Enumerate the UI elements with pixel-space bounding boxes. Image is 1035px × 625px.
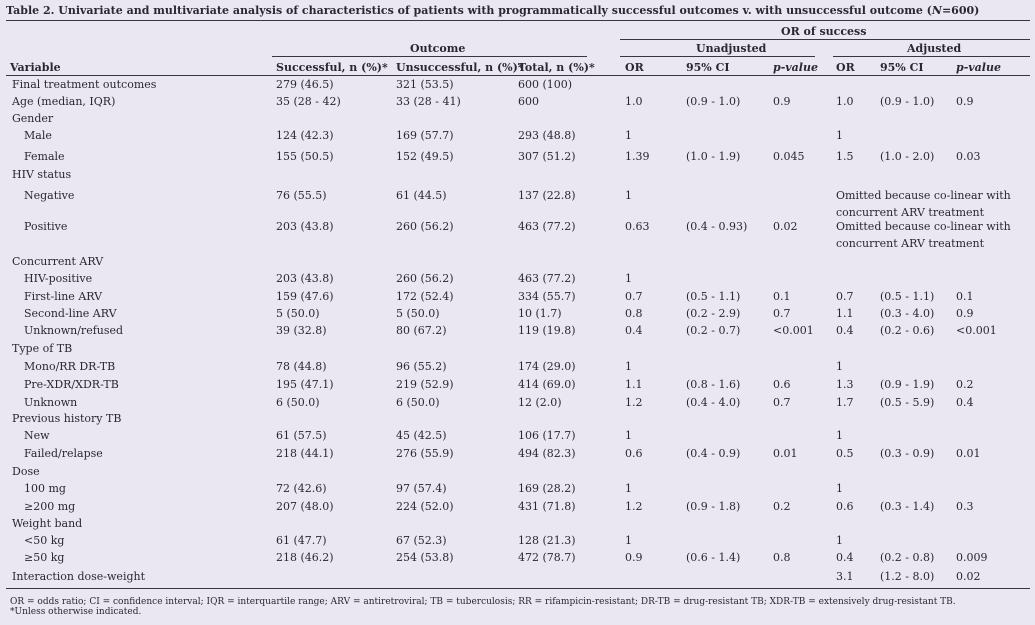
or-cell: 1.0 — [625, 95, 643, 108]
pvalue-cell: 0.1 — [773, 290, 791, 303]
pvalue-cell: 0.045 — [773, 150, 805, 163]
adjusted-pvalue-cell: 0.1 — [956, 290, 974, 303]
row-label: 100 mg — [24, 482, 66, 495]
successful-cell: 61 (47.7) — [276, 534, 327, 547]
successful-cell: 39 (32.8) — [276, 324, 327, 337]
unadjusted-group-rule — [620, 56, 815, 57]
bottom-rule — [6, 588, 1030, 589]
row-label: Weight band — [12, 517, 83, 530]
ci-cell: (0.4 - 0.93) — [686, 220, 748, 233]
row-label: Unknown/refused — [24, 324, 124, 337]
total-cell: 10 (1.7) — [518, 307, 562, 320]
successful-cell: 279 (46.5) — [276, 78, 334, 91]
ci-cell: (0.2 - 2.9) — [686, 307, 741, 320]
row-label: Negative — [24, 189, 75, 202]
adjusted-or-cell: 0.7 — [836, 290, 854, 303]
or-cell: 1 — [625, 482, 632, 495]
unsuccessful-cell: 45 (42.5) — [396, 429, 447, 442]
total-cell: 169 (28.2) — [518, 482, 576, 495]
row-label: Male — [24, 129, 52, 142]
unsuccessful-cell: 219 (52.9) — [396, 378, 454, 391]
pvalue-cell: 0.7 — [773, 307, 791, 320]
pvalue-cell: 0.7 — [773, 396, 791, 409]
adjusted-or-cell: 3.1 — [836, 570, 854, 583]
row-label: Gender — [12, 112, 54, 125]
ci-cell: (0.5 - 1.1) — [686, 290, 741, 303]
row-label: Pre-XDR/XDR-TB — [24, 378, 119, 391]
ci-cell: (0.4 - 0.9) — [686, 447, 741, 460]
adjusted-or-cell: 1 — [836, 360, 843, 373]
successful-cell: 203 (43.8) — [276, 272, 334, 285]
unsuccessful-cell: 61 (44.5) — [396, 189, 447, 202]
total-cell: 334 (55.7) — [518, 290, 576, 303]
row-label: Mono/RR DR-TB — [24, 360, 116, 373]
or-cell: 1.1 — [625, 378, 643, 391]
or-cell: 1 — [625, 429, 632, 442]
ci-cell: (0.9 - 1.8) — [686, 500, 741, 513]
adjusted-ci-cell: (0.2 - 0.6) — [880, 324, 935, 337]
pvalue-cell: 0.2 — [773, 500, 791, 513]
unsuccessful-cell: 169 (57.7) — [396, 129, 454, 142]
row-label: Unknown — [24, 396, 78, 409]
unsuccessful-cell: 67 (52.3) — [396, 534, 447, 547]
or-header: OR — [625, 61, 644, 74]
unsuccessful-cell: 33 (28 - 41) — [396, 95, 461, 108]
unsuccessful-cell: 96 (55.2) — [396, 360, 447, 373]
unsuccessful-cell: 321 (53.5) — [396, 78, 454, 91]
adjusted-pvalue-cell: 0.009 — [956, 551, 988, 564]
table-title: Table 2. Univariate and multivariate analysis of characteristics of patients with programmatically successful outcomes v. with unsuccessful outcome (N=600) — [6, 4, 980, 17]
adjusted-or-cell: 0.6 — [836, 500, 854, 513]
adjusted-pvalue-cell: 0.9 — [956, 95, 974, 108]
unsuccessful-cell: 97 (57.4) — [396, 482, 447, 495]
outcome-header: Outcome — [410, 42, 466, 55]
or-cell: 0.4 — [625, 324, 643, 337]
variable-header: Variable — [10, 61, 61, 74]
or-cell: 1.39 — [625, 150, 650, 163]
adjusted-ci-cell: (0.9 - 1.0) — [880, 95, 935, 108]
adjusted-or-cell: 1 — [836, 429, 843, 442]
unsuccessful-cell: 254 (53.8) — [396, 551, 454, 564]
total-cell: 12 (2.0) — [518, 396, 562, 409]
total-cell: 431 (71.8) — [518, 500, 576, 513]
adjusted-or-cell: 0.4 — [836, 324, 854, 337]
ci-cell: (0.2 - 0.7) — [686, 324, 741, 337]
total-cell: 293 (48.8) — [518, 129, 576, 142]
row-label: Female — [24, 150, 65, 163]
adjusted-pvalue-cell: 0.3 — [956, 500, 974, 513]
adjusted-or-cell: 0.4 — [836, 551, 854, 564]
successful-header: Successful, n (%)* — [276, 61, 388, 74]
adjusted-pvalue-cell: 0.01 — [956, 447, 981, 460]
or-cell: 1.2 — [625, 500, 643, 513]
row-label: Age (median, IQR) — [12, 95, 116, 108]
unsuccessful-cell: 260 (56.2) — [396, 272, 454, 285]
row-label: Previous history TB — [12, 412, 122, 425]
successful-cell: 78 (44.8) — [276, 360, 327, 373]
adjusted-group-rule — [833, 56, 1030, 57]
successful-cell: 6 (50.0) — [276, 396, 320, 409]
total-cell: 600 (100) — [518, 78, 573, 91]
row-label: <50 kg — [24, 534, 65, 547]
pvalue-cell: 0.02 — [773, 220, 798, 233]
adjusted-or-cell: 1.5 — [836, 150, 854, 163]
or-cell: 1.2 — [625, 396, 643, 409]
adjusted-or-cell: 1.3 — [836, 378, 854, 391]
successful-cell: 218 (44.1) — [276, 447, 334, 460]
unsuccessful-cell: 5 (50.0) — [396, 307, 440, 320]
adjusted-or-cell: 1.0 — [836, 95, 854, 108]
successful-cell: 124 (42.3) — [276, 129, 334, 142]
or-cell: 0.7 — [625, 290, 643, 303]
pvalue-cell: <0.001 — [773, 324, 814, 337]
total-cell: 174 (29.0) — [518, 360, 576, 373]
adjusted-pvalue-cell: 0.9 — [956, 307, 974, 320]
adjusted-or-cell: 1.1 — [836, 307, 854, 320]
total-cell: 463 (77.2) — [518, 220, 576, 233]
row-label: Final treatment outcomes — [12, 78, 157, 91]
pvalue-cell: 0.8 — [773, 551, 791, 564]
total-cell: 106 (17.7) — [518, 429, 576, 442]
successful-cell: 218 (46.2) — [276, 551, 334, 564]
successful-cell: 203 (43.8) — [276, 220, 334, 233]
adjusted-ci-cell: (0.5 - 5.9) — [880, 396, 935, 409]
adjusted-pvalue-cell: <0.001 — [956, 324, 997, 337]
or-cell: 1 — [625, 360, 632, 373]
or-cell: 1 — [625, 189, 632, 202]
or-cell: 0.9 — [625, 551, 643, 564]
unadjusted-header: Unadjusted — [696, 42, 767, 55]
row-label: ≥50 kg — [24, 551, 65, 564]
unsuccessful-header: Unsuccessful, n (%)* — [396, 61, 524, 74]
successful-cell: 159 (47.6) — [276, 290, 334, 303]
adjusted-or-cell: 0.5 — [836, 447, 854, 460]
adjusted-ci-cell: (1.2 - 8.0) — [880, 570, 935, 583]
outcome-group-rule — [272, 56, 587, 57]
adjusted-pvalue-header: p-value — [956, 61, 1001, 74]
adjusted-ci-cell: (0.3 - 4.0) — [880, 307, 935, 320]
or-cell: 1 — [625, 129, 632, 142]
unsuccessful-cell: 152 (49.5) — [396, 150, 454, 163]
ci-header: 95% CI — [686, 61, 730, 74]
unsuccessful-cell: 276 (55.9) — [396, 447, 454, 460]
total-cell: 494 (82.3) — [518, 447, 576, 460]
total-cell: 128 (21.3) — [518, 534, 576, 547]
or-of-success-header: OR of success — [781, 25, 867, 38]
ci-cell: (0.9 - 1.0) — [686, 95, 741, 108]
ci-cell: (0.6 - 1.4) — [686, 551, 741, 564]
adjusted-or-cell: 1 — [836, 129, 843, 142]
row-label: HIV-positive — [24, 272, 93, 285]
adjusted-pvalue-cell: 0.2 — [956, 378, 974, 391]
or-cell: 1 — [625, 534, 632, 547]
row-label: HIV status — [12, 168, 72, 181]
adjusted-ci-cell: (0.2 - 0.8) — [880, 551, 935, 564]
adjusted-ci-cell: (0.5 - 1.1) — [880, 290, 935, 303]
omitted-note-continued: concurrent ARV treatment — [836, 206, 985, 219]
unsuccessful-cell: 6 (50.0) — [396, 396, 440, 409]
row-label: New — [24, 429, 50, 442]
or-cell: 0.63 — [625, 220, 650, 233]
successful-cell: 76 (55.5) — [276, 189, 327, 202]
ci-cell: (0.4 - 4.0) — [686, 396, 741, 409]
unsuccessful-cell: 224 (52.0) — [396, 500, 454, 513]
row-label: Second-line ARV — [24, 307, 117, 320]
adjusted-ci-cell: (1.0 - 2.0) — [880, 150, 935, 163]
adjusted-ci-cell: (0.9 - 1.9) — [880, 378, 935, 391]
successful-cell: 5 (50.0) — [276, 307, 320, 320]
total-cell: 137 (22.8) — [518, 189, 576, 202]
pvalue-cell: 0.6 — [773, 378, 791, 391]
pvalue-header: p-value — [773, 61, 818, 74]
header-rule — [6, 75, 1030, 76]
total-cell: 119 (19.8) — [518, 324, 576, 337]
total-cell: 600 — [518, 95, 539, 108]
adjusted-ci-header: 95% CI — [880, 61, 924, 74]
adjusted-header: Adjusted — [907, 42, 962, 55]
footnote-unless: *Unless otherwise indicated. — [10, 607, 142, 617]
adjusted-or-cell: 1 — [836, 482, 843, 495]
or-cell: 1 — [625, 272, 632, 285]
row-label: Failed/relapse — [24, 447, 103, 460]
adjusted-pvalue-cell: 0.4 — [956, 396, 974, 409]
footnote-abbreviations: OR = odds ratio; CI = confidence interval; IQR = interquartile range; ARV = antiretroviral; TB = tuberculosis; RR = rifampicin-resistant; DR-TB = drug-resistant TB; XDR-TB = extensively drug-resistant TB. — [10, 597, 956, 607]
ci-cell: (0.8 - 1.6) — [686, 378, 741, 391]
successful-cell: 72 (42.6) — [276, 482, 327, 495]
unsuccessful-cell: 260 (56.2) — [396, 220, 454, 233]
adjusted-ci-cell: (0.3 - 0.9) — [880, 447, 935, 460]
adjusted-or-header: OR — [836, 61, 855, 74]
successful-cell: 155 (50.5) — [276, 150, 334, 163]
row-label: First-line ARV — [24, 290, 103, 303]
row-label: ≥200 mg — [24, 500, 76, 513]
total-header: Total, n (%)* — [518, 61, 595, 74]
row-label: Type of TB — [12, 342, 73, 355]
row-label: Positive — [24, 220, 68, 233]
omitted-note: Omitted because co-linear with — [836, 220, 1011, 233]
adjusted-pvalue-cell: 0.02 — [956, 570, 981, 583]
or-cell: 0.8 — [625, 307, 643, 320]
omitted-note-continued: concurrent ARV treatment — [836, 237, 985, 250]
adjusted-pvalue-cell: 0.03 — [956, 150, 981, 163]
successful-cell: 61 (57.5) — [276, 429, 327, 442]
total-cell: 414 (69.0) — [518, 378, 576, 391]
or-cell: 0.6 — [625, 447, 643, 460]
ci-cell: (1.0 - 1.9) — [686, 150, 741, 163]
adjusted-ci-cell: (0.3 - 1.4) — [880, 500, 935, 513]
omitted-note: Omitted because co-linear with — [836, 189, 1011, 202]
title-rule — [6, 20, 1030, 21]
total-cell: 463 (77.2) — [518, 272, 576, 285]
row-label: Concurrent ARV — [12, 255, 104, 268]
pvalue-cell: 0.01 — [773, 447, 798, 460]
row-label: Dose — [12, 465, 40, 478]
successful-cell: 35 (28 - 42) — [276, 95, 341, 108]
successful-cell: 207 (48.0) — [276, 500, 334, 513]
adjusted-or-cell: 1.7 — [836, 396, 854, 409]
pvalue-cell: 0.9 — [773, 95, 791, 108]
unsuccessful-cell: 172 (52.4) — [396, 290, 454, 303]
unsuccessful-cell: 80 (67.2) — [396, 324, 447, 337]
row-label: Interaction dose-weight — [12, 570, 146, 583]
or-group-rule — [620, 39, 1030, 40]
total-cell: 472 (78.7) — [518, 551, 576, 564]
successful-cell: 195 (47.1) — [276, 378, 334, 391]
total-cell: 307 (51.2) — [518, 150, 576, 163]
adjusted-or-cell: 1 — [836, 534, 843, 547]
